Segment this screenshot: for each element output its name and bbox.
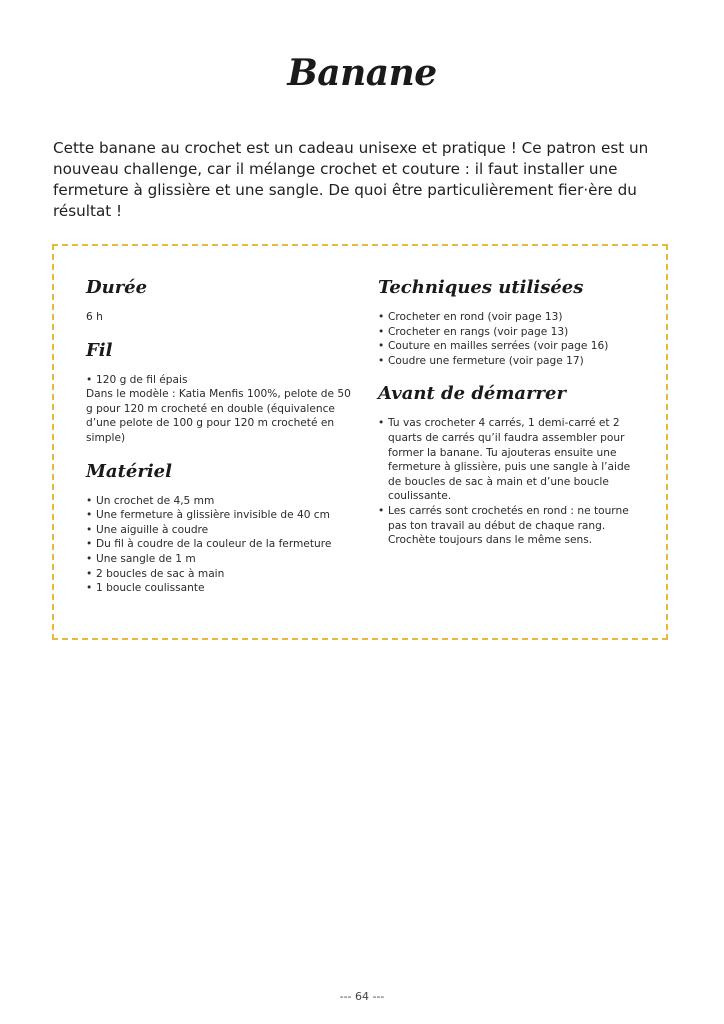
list-item: • 2 boucles de sac à main [86,567,356,582]
section-fil [86,339,356,446]
section-techniques [378,276,640,368]
materiel-heading: Matériel [86,460,172,482]
info-column-left [86,276,356,610]
list-item: • Du fil à coudre de la couleur de la fermeture [86,537,356,552]
list-item: • Une aiguille à coudre [86,523,356,538]
page-number: --- 64 --- [339,990,385,1003]
page-title: Banane [287,52,437,94]
list-item: • Crocheter en rangs (voir page 13) [378,325,640,340]
fil-note: Dans le modèle : Katia Menfis 100%, pelote de 50 g pour 120 m crocheté en double (équivalence d’une pelote de 100 g pour 120 m crocheté en simple) [86,388,351,444]
fil-item: • 120 g de fil épais [86,373,356,388]
section-duree [86,276,356,325]
avant-list [378,416,640,547]
list-item: • Les carrés sont crochetés en rond : ne tourne pas ton travail au début de chaque rang. Crochète toujours dans le même sens. [378,504,640,548]
list-item: • Tu vas crocheter 4 carrés, 1 demi-carré et 2 quarts de carrés qu’il faudra assembler pour former la banane. Tu ajouteras ensuite une fermeture à glissière, puis une sangle à l’aide de boucles de sac à main et d’une boucle coulissante. [378,416,640,504]
section-materiel [86,460,356,596]
list-item: • Un crochet de 4,5 mm [86,494,356,509]
section-avant [378,382,640,547]
list-item: • Une fermeture à glissière invisible de 40 cm [86,508,356,523]
list-item: • Couture en mailles serrées (voir page 16) [378,339,640,354]
list-item: • 1 boucle coulissante [86,581,356,596]
info-column-right [378,276,640,562]
duree-value: 6 h [86,311,103,323]
fil-heading: Fil [86,339,113,361]
list-item: • Crocheter en rond (voir page 13) [378,310,640,325]
info-box [52,244,668,640]
fil-list [86,373,356,388]
list-item: • Une sangle de 1 m [86,552,356,567]
techniques-heading: Techniques utilisées [378,277,584,298]
intro-paragraph: Cette banane au crochet est un cadeau unisexe et pratique ! Ce patron est un nouveau challenge, car il mélange crochet et couture : il faut installer une fermeture à glissière et une sangle. De quoi être particulièrement fier·ère du résultat ! [53,139,649,220]
duree-heading: Durée [86,277,148,298]
list-item: • Coudre une fermeture (voir page 17) [378,354,640,369]
avant-heading: Avant de démarrer [378,383,566,405]
techniques-list [378,310,640,368]
materiel-list [86,494,356,596]
